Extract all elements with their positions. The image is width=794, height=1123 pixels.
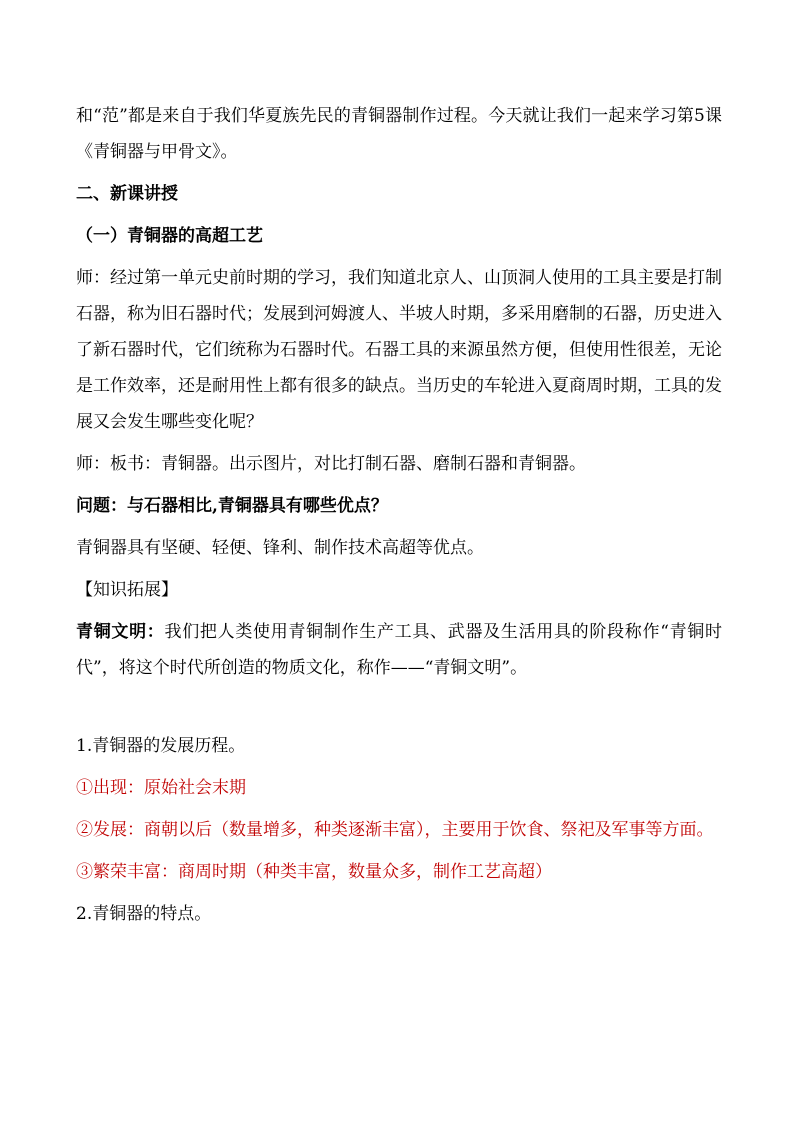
development-stage-1: ①出现：原始社会末期 bbox=[76, 778, 246, 798]
question-text: 问题：与石器相比,青铜器具有哪些优点？ bbox=[76, 496, 388, 516]
term-text: 我们把人类使用青铜制作生产工具、武器及生活用具的阶段称作“青铜时代”，将这个时代所创造的物质文化，称作——“青铜文明”。 bbox=[76, 622, 722, 678]
teacher-paragraph-2: 师：板书：青铜器。出示图片，对比打制石器、磨制石器和青铜器。 bbox=[76, 454, 586, 474]
term-label: 青铜文明： bbox=[76, 622, 165, 642]
intro-paragraph: 和“范”都是来自于我们华夏族先民的青铜器制作过程。今天就让我们一起来学习第5课《青铜器与甲骨文》。 bbox=[76, 106, 722, 162]
development-stage-2: ②发展：商朝以后（数量增多，种类逐渐丰富），主要用于饮食、祭祀及军事等方面。 bbox=[76, 820, 714, 840]
blank-line bbox=[76, 692, 722, 728]
section-heading: 二、新课讲授 bbox=[76, 184, 178, 204]
development-stage-3: ③繁荣丰富：商周时期（种类丰富，数量众多，制作工艺高超） bbox=[76, 862, 552, 882]
knowledge-extension-label: 【知识拓展】 bbox=[76, 580, 178, 600]
list-title-2: 2.青铜器的特点。 bbox=[76, 904, 212, 924]
subsection-heading: （一）青铜器的高超工艺 bbox=[76, 226, 263, 246]
term-definition bbox=[76, 614, 722, 686]
teacher-paragraph-1: 师：经过第一单元史前时期的学习，我们知道北京人、山顶洞人使用的工具主要是打制石器，称为旧石器时代；发展到河姆渡人、半坡人时期，多采用磨制的石器，历史进入了新石器时代，它们统称为石器时代。石器工具的来源虽然方便，但使用性很差，无论是工作效率，还是耐用性上都有很多的缺点。当历史的车轮进入夏商周时期，工具的发展又会发生哪些变化呢？ bbox=[76, 268, 722, 432]
document-content bbox=[76, 98, 722, 938]
list-title-1: 1.青铜器的发展历程。 bbox=[76, 736, 246, 756]
answer-text: 青铜器具有坚硬、轻便、锋利、制作技术高超等优点。 bbox=[76, 538, 484, 558]
